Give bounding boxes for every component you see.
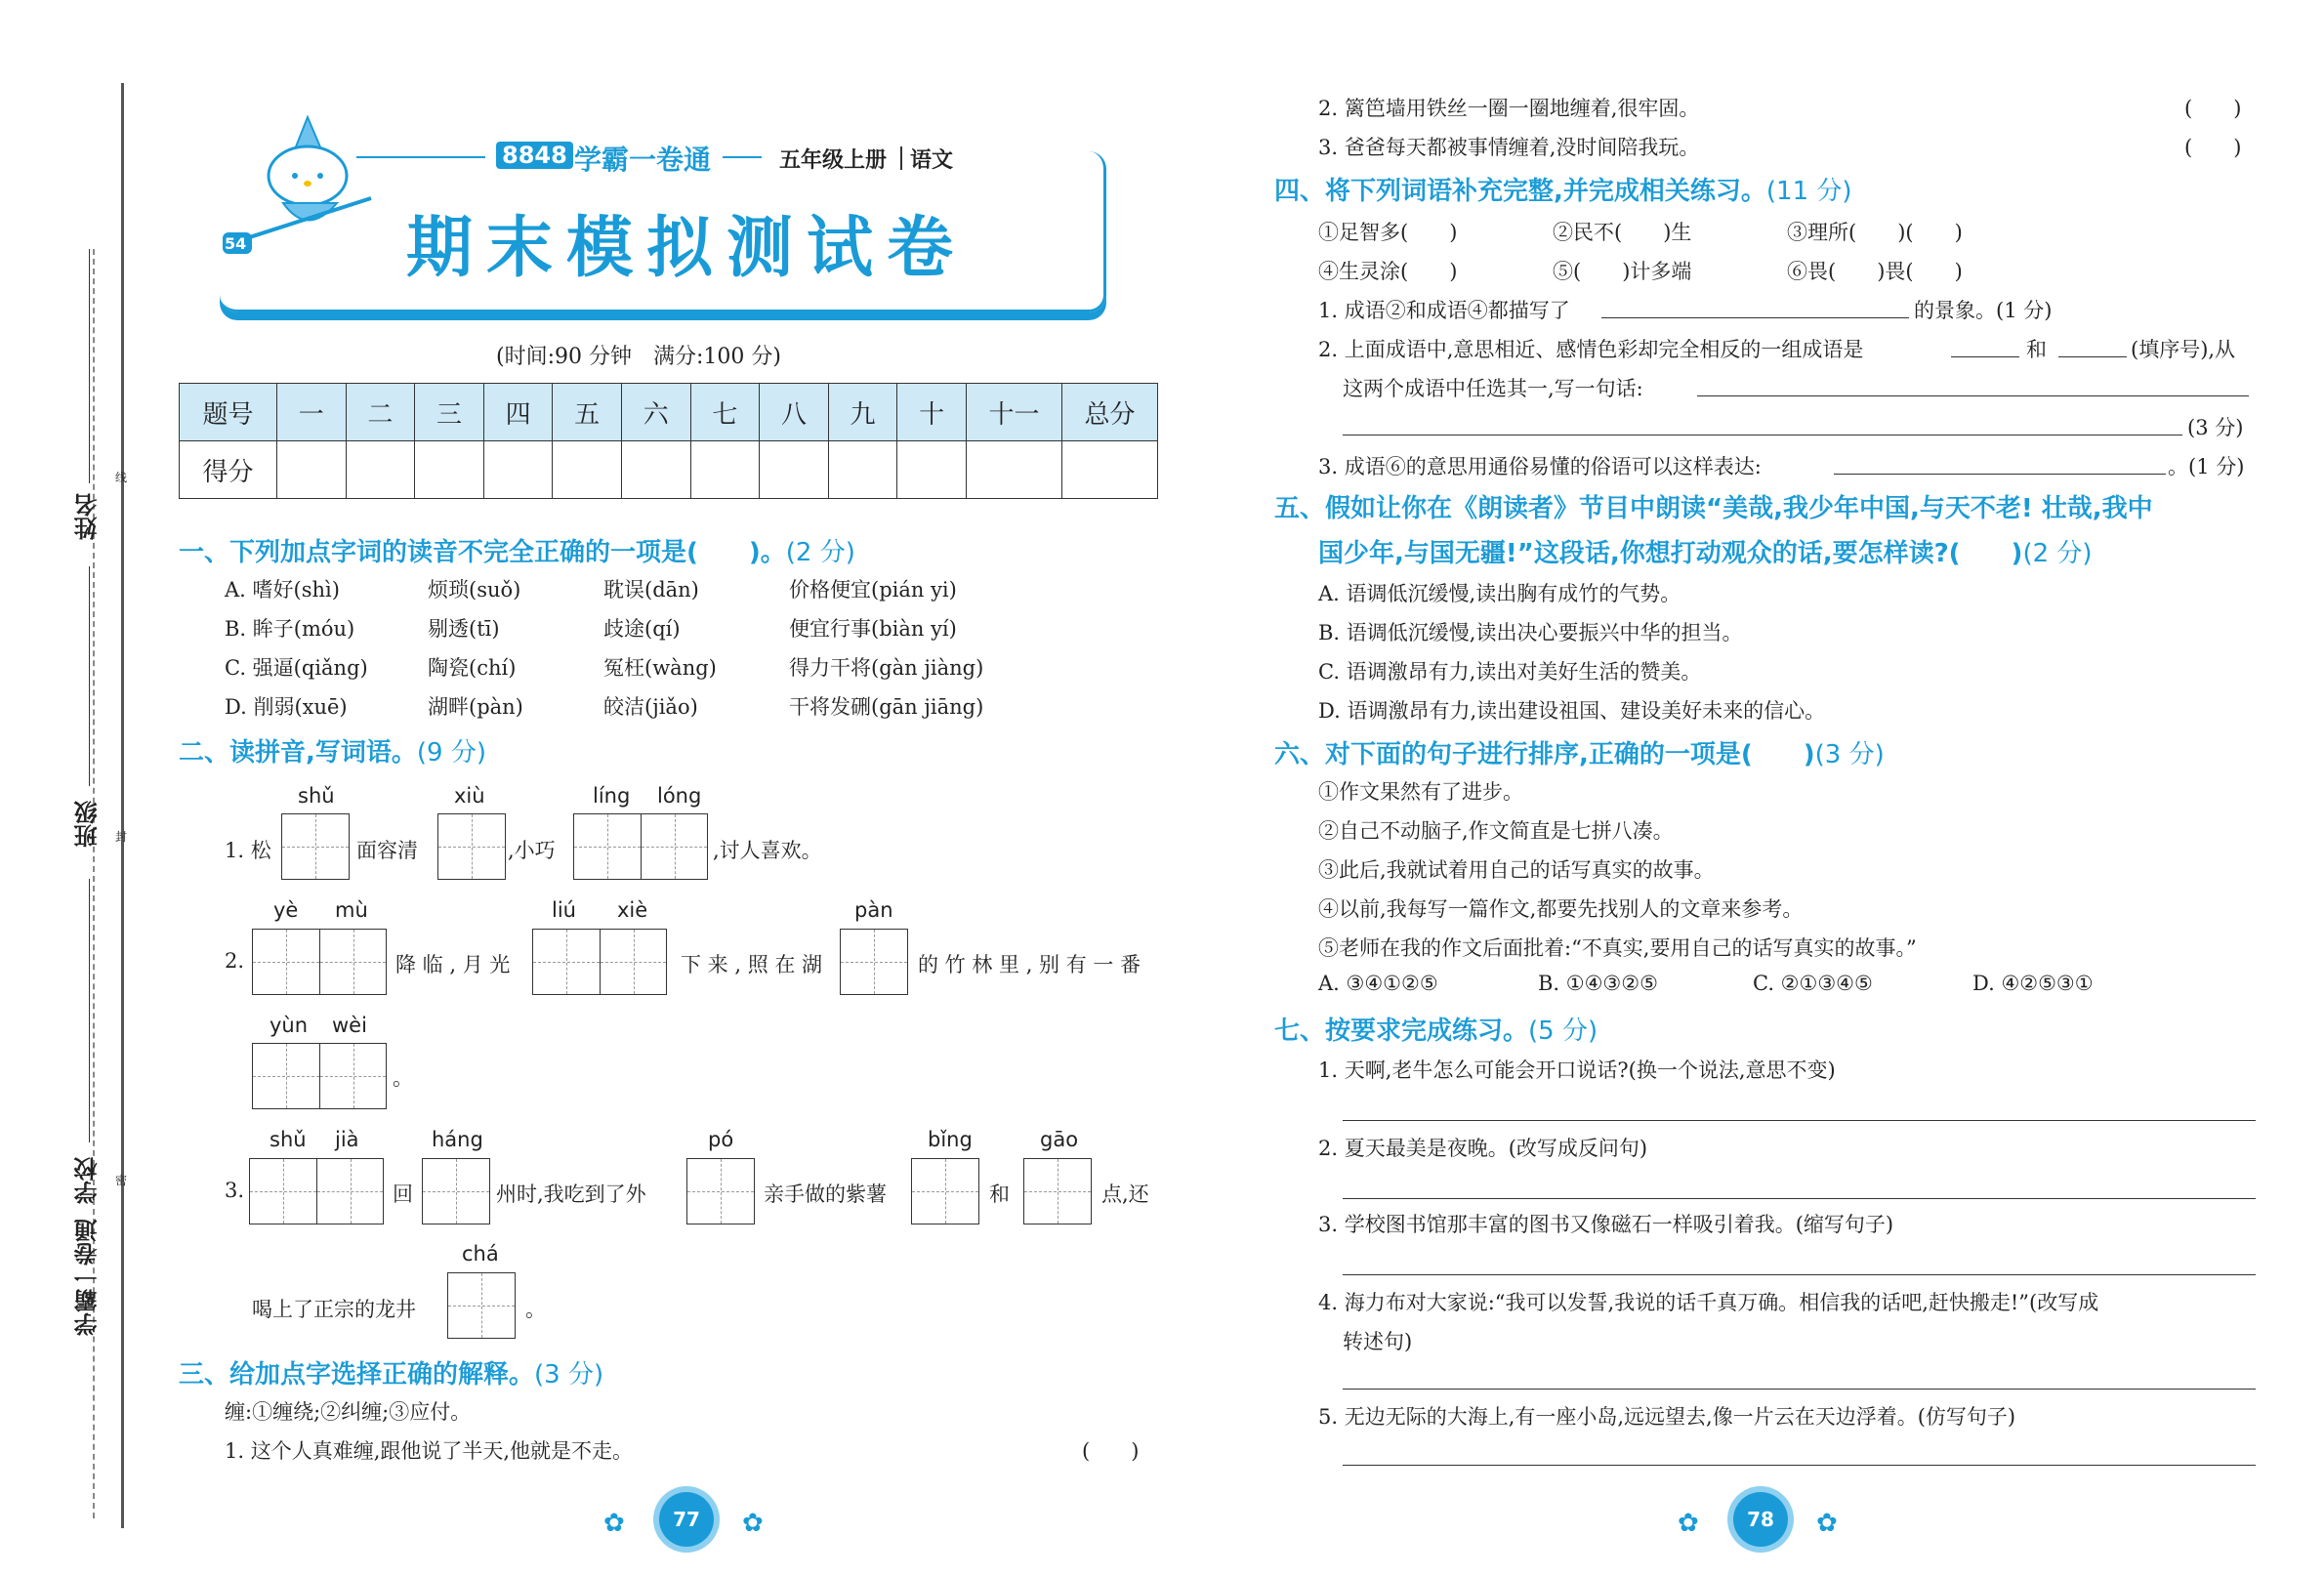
s2-q2-text: 。 bbox=[393, 1066, 413, 1090]
idiom-item: ④生灵涂( ) bbox=[1318, 260, 1458, 283]
s1-a4: 价格便宜(pián yi) bbox=[789, 578, 957, 602]
section-2-title bbox=[179, 732, 486, 768]
score-cell[interactable] bbox=[415, 441, 484, 499]
s3-q1: 1. 这个人真难缠,跟他说了半天,他就是不走。 bbox=[225, 1439, 634, 1463]
grade-divider bbox=[900, 146, 902, 170]
writing-grid[interactable] bbox=[422, 1158, 490, 1224]
school-label: 学校 bbox=[74, 1157, 102, 1204]
pinyin: xiù bbox=[454, 784, 485, 808]
pinyin: chá bbox=[462, 1242, 499, 1266]
s6-option: A. ③④①②⑤ bbox=[1318, 972, 1438, 995]
section-3-title-text: 三、给加点字选择正确的解释。 bbox=[179, 1360, 535, 1390]
answer-line[interactable] bbox=[1343, 1274, 2256, 1275]
s2-q3-text: 和 bbox=[989, 1183, 1010, 1206]
s7-q1: 1. 天啊,老牛怎么可能会开口说话?(换一个说法,意思不变) bbox=[1318, 1058, 1836, 1082]
section-6-title-text: 六、对下面的句子进行排序,正确的一项是( ) bbox=[1274, 740, 1815, 769]
section-1-title bbox=[179, 532, 855, 568]
mark-mi: 密 bbox=[115, 1174, 128, 1187]
section-2-title-text: 二、读拼音,写词语。 bbox=[179, 738, 417, 768]
section-3-title bbox=[179, 1354, 603, 1390]
section-1-points: (2 分) bbox=[785, 538, 855, 567]
section-1-title-text: 一、下列加点字词的读音不完全正确的一项是( )。 bbox=[179, 538, 786, 567]
score-col: 十一 bbox=[967, 384, 1062, 441]
score-col: 五 bbox=[553, 384, 622, 441]
s2-q3-text: 。 bbox=[525, 1298, 546, 1321]
right-page bbox=[1269, 0, 2324, 1577]
s1-b4: 便宜行事(biàn yí) bbox=[789, 617, 957, 641]
s6-option: C. ②①③④⑤ bbox=[1753, 972, 1873, 995]
s2-q1-text: 面容清 bbox=[356, 839, 418, 862]
s1-a3: 耽误(dān) bbox=[603, 578, 699, 602]
class-line bbox=[89, 566, 90, 786]
s6-sentence: ①作文果然有了进步。 bbox=[1318, 780, 1523, 804]
pinyin: lóng bbox=[657, 784, 702, 808]
s5-option: A. 语调低沉缓慢,读出胸有成竹的气势。 bbox=[1318, 582, 1681, 605]
score-col: 六 bbox=[621, 384, 690, 441]
s3-definition: 缠:①缠绕;②纠缠;③应付。 bbox=[225, 1400, 472, 1424]
writing-grid[interactable] bbox=[281, 813, 350, 880]
section-7-title bbox=[1274, 1011, 1598, 1047]
score-col: 一 bbox=[277, 384, 347, 441]
binding-strip bbox=[0, 0, 137, 1577]
answer-line[interactable] bbox=[1343, 1198, 2256, 1199]
answer-parens[interactable]: ( ) bbox=[2184, 136, 2242, 159]
s2-q1-num: 1. 松 bbox=[225, 839, 271, 862]
score-cell[interactable] bbox=[483, 441, 553, 499]
s1-c1: C. 强逼(qiǎng) bbox=[225, 656, 368, 680]
section-4-points: (11 分) bbox=[1765, 177, 1852, 206]
s1-d4: 干将发硎(gān jiāng) bbox=[789, 695, 984, 719]
name-line bbox=[89, 249, 90, 483]
pinyin: gāo bbox=[1040, 1128, 1079, 1151]
mark-xian: 线 bbox=[115, 471, 128, 484]
score-col: 十 bbox=[897, 384, 967, 441]
score-table-row2-label: 得分 bbox=[180, 441, 277, 499]
pinyin: mù bbox=[335, 898, 368, 922]
idiom-item: ②民不( )生 bbox=[1553, 221, 1692, 244]
brand-name: 学霸一卷通 bbox=[574, 144, 712, 176]
score-cell[interactable] bbox=[967, 441, 1062, 499]
score-cell[interactable] bbox=[553, 441, 622, 499]
s4-q2-b: 和 bbox=[2026, 338, 2047, 361]
idiom-item: ⑥畏( )畏( ) bbox=[1787, 260, 1963, 283]
writing-grid[interactable] bbox=[573, 813, 708, 880]
writing-grid[interactable] bbox=[840, 929, 908, 995]
pinyin: wèi bbox=[332, 1014, 367, 1037]
mascot-badge: 54 bbox=[225, 234, 247, 253]
s7-q5: 5. 无边无际的大海上,有一座小岛,远远望去,像一片云在天边浮着。(仿写句子) bbox=[1318, 1405, 2016, 1429]
writing-grid[interactable] bbox=[447, 1272, 516, 1339]
pinyin: shǔ bbox=[270, 1128, 307, 1151]
score-cell[interactable] bbox=[828, 441, 897, 499]
grade-label: 五年级上册 bbox=[779, 148, 888, 173]
name-label: 姓名 bbox=[74, 493, 102, 540]
writing-grid[interactable] bbox=[252, 1043, 387, 1109]
s2-q1-text: ,讨人喜欢。 bbox=[713, 839, 822, 862]
s1-d3: 皎洁(jiǎo) bbox=[603, 695, 698, 719]
s2-q2-num: 2. bbox=[225, 949, 245, 973]
idiom-item: ⑤( )计多端 bbox=[1553, 260, 1692, 283]
s2-q3-text: 亲手做的紫薯 bbox=[764, 1183, 887, 1206]
s7-q3: 3. 学校图书馆那丰富的图书又像磁石一样吸引着我。(缩写句子) bbox=[1318, 1213, 1894, 1236]
score-cell[interactable] bbox=[277, 441, 347, 499]
page-number-left: 77 bbox=[659, 1492, 714, 1547]
section-5-title-line1: 五、假如让你在《朗读者》节目中朗读“美哉,我少年中国,与天不老! 壮哉,我中 bbox=[1274, 494, 2153, 523]
banner-line-mid bbox=[723, 156, 762, 158]
s6-sentence: ②自己不动脑子,作文简直是七拼八凑。 bbox=[1318, 819, 1674, 843]
s4-q2-a: 2. 上面成语中,意思相近、感情色彩却完全相反的一组成语是 bbox=[1318, 338, 1864, 361]
s4-q3-b: 。(1 分) bbox=[2168, 455, 2245, 478]
section-7-title-text: 七、按要求完成练习。 bbox=[1274, 1017, 1529, 1046]
page-number-right: 78 bbox=[1733, 1492, 1788, 1547]
section-4-title-text: 四、将下列词语补充完整,并完成相关练习。 bbox=[1274, 177, 1766, 206]
s3-q3: 3. 爸爸每天都被事情缠着,没时间陪我玩。 bbox=[1318, 136, 1700, 159]
score-cell[interactable] bbox=[1062, 441, 1158, 499]
s6-option: D. ④②⑤③① bbox=[1972, 972, 2094, 995]
exam-info: (时间:90 分钟 满分:100 分) bbox=[496, 345, 781, 369]
score-col: 三 bbox=[415, 384, 484, 441]
s1-b3: 歧途(qí) bbox=[603, 617, 681, 641]
score-col: 七 bbox=[690, 384, 760, 441]
mark-feng: 封 bbox=[115, 830, 128, 844]
answer-line[interactable] bbox=[1343, 1389, 2256, 1390]
score-table-row1-label: 题号 bbox=[180, 384, 277, 441]
answer-line[interactable] bbox=[1834, 474, 2166, 475]
leaf-decoration-icon: ✿ bbox=[603, 1509, 625, 1538]
pinyin: jià bbox=[335, 1128, 359, 1151]
answer-parens[interactable]: ( ) bbox=[1082, 1439, 1140, 1463]
leaf-decoration-icon: ✿ bbox=[1678, 1509, 1699, 1538]
pinyin: yè bbox=[273, 898, 299, 922]
s2-q3-num: 3. bbox=[225, 1179, 245, 1202]
pinyin: shǔ bbox=[298, 784, 335, 808]
s1-a2: 烦琐(suǒ) bbox=[428, 578, 521, 602]
s5-option: C. 语调激昂有力,读出对美好生活的赞美。 bbox=[1318, 660, 1702, 684]
score-table-header-row bbox=[180, 384, 1158, 441]
leaf-decoration-icon: ✿ bbox=[1816, 1509, 1838, 1538]
score-col: 四 bbox=[483, 384, 553, 441]
score-cell[interactable] bbox=[690, 441, 760, 499]
score-cell[interactable] bbox=[346, 441, 415, 499]
pinyin: yùn bbox=[270, 1014, 309, 1037]
s4-q2-c: (填序号),从 bbox=[2131, 338, 2236, 361]
class-label: 班级 bbox=[74, 801, 102, 848]
answer-line[interactable] bbox=[1343, 435, 2182, 436]
s4-q2-d: 这两个成语中任选其一,写一句话: bbox=[1343, 377, 1643, 400]
brand-number: 8848 bbox=[496, 142, 573, 169]
answer-parens[interactable]: ( ) bbox=[2184, 97, 2242, 120]
writing-grid[interactable] bbox=[437, 813, 506, 880]
s1-d2: 湖畔(pàn) bbox=[428, 695, 523, 719]
s5-option: D. 语调激昂有力,读出建设祖国、建设美好未来的信心。 bbox=[1318, 699, 1826, 723]
s6-sentence: ④以前,我每写一篇作文,都要先找别人的文章来参考。 bbox=[1318, 897, 1804, 921]
section-5-title-text: 国少年,与国无疆!”这段话,你想打动观众的话,要怎样读?( ) bbox=[1318, 539, 2023, 568]
brand-vertical-label: 学霸一卷通 bbox=[74, 1219, 102, 1336]
s1-a1: A. 嗜好(shì) bbox=[225, 578, 340, 602]
s5-option: B. 语调低沉缓慢,读出决心要振兴中华的担当。 bbox=[1318, 621, 1743, 644]
s1-d1: D. 削弱(xuē) bbox=[225, 695, 348, 719]
score-cell[interactable] bbox=[897, 441, 967, 499]
section-5-points: (2 分) bbox=[2022, 539, 2093, 568]
s4-q1-b: 的景象。(1 分) bbox=[1914, 299, 2053, 322]
idiom-item: ①足智多( ) bbox=[1318, 221, 1458, 244]
s2-q2-text: 的 竹 林 里 , 别 有 一 番 bbox=[918, 953, 1141, 976]
score-cell[interactable] bbox=[760, 441, 829, 499]
pinyin: pàn bbox=[854, 898, 893, 922]
s7-q2: 2. 夏天最美是夜晚。(改写成反问句) bbox=[1318, 1137, 1648, 1160]
score-table bbox=[179, 383, 1158, 499]
s2-q3-text: 点,还 bbox=[1101, 1183, 1149, 1206]
s4-q1-a: 1. 成语②和成语④都描写了 bbox=[1318, 299, 1570, 322]
score-col: 九 bbox=[828, 384, 897, 441]
idiom-item: ③理所( )( ) bbox=[1787, 221, 1963, 244]
section-7-points: (5 分) bbox=[1528, 1017, 1598, 1046]
banner-line-left bbox=[356, 156, 485, 158]
pinyin: liú bbox=[552, 898, 576, 922]
answer-line[interactable] bbox=[2058, 356, 2127, 357]
subject-label: 语文 bbox=[910, 148, 954, 173]
answer-line[interactable] bbox=[1697, 395, 2249, 396]
s1-c4: 得力干将(gàn jiàng) bbox=[789, 656, 984, 680]
s4-q3-a: 3. 成语⑥的意思用通俗易懂的俗语可以这样表达: bbox=[1318, 455, 1762, 478]
section-2-points: (9 分) bbox=[416, 738, 486, 768]
s6-sentence: ⑤老师在我的作文后面批着:“不真实,要用自己的话写真实的故事。” bbox=[1318, 936, 1917, 960]
page-title: 期末模拟测试卷 bbox=[406, 210, 968, 287]
score-col: 八 bbox=[760, 384, 829, 441]
s7-q4-a: 4. 海力布对大家说:“我可以发誓,我说的话千真万确。相信我的话吧,赶快搬走!”(改写成 bbox=[1318, 1291, 2099, 1314]
pinyin: líng bbox=[593, 784, 631, 808]
writing-grid[interactable] bbox=[1023, 1158, 1092, 1224]
answer-line[interactable] bbox=[1343, 1465, 2256, 1466]
section-3-points: (3 分) bbox=[534, 1360, 604, 1390]
score-cell[interactable] bbox=[621, 441, 690, 499]
s6-option: B. ①④③②⑤ bbox=[1538, 972, 1658, 995]
s3-q2: 2. 篱笆墙用铁丝一圈一圈地缠着,很牢固。 bbox=[1318, 97, 1700, 120]
writing-grid[interactable] bbox=[911, 1158, 979, 1224]
binding-line bbox=[121, 83, 124, 1528]
s7-q4-b: 转述句) bbox=[1343, 1330, 1413, 1353]
s4-q2-e: (3 分) bbox=[2187, 416, 2244, 439]
s1-c3: 冤枉(wàng) bbox=[603, 656, 717, 680]
school-line bbox=[89, 879, 90, 1142]
s2-q1-text: ,小巧 bbox=[508, 839, 556, 862]
s1-b2: 剔透(tī) bbox=[428, 617, 500, 641]
section-5-title-line2 bbox=[1318, 533, 2093, 569]
s1-b1: B. 眸子(móu) bbox=[225, 617, 355, 641]
score-col: 总分 bbox=[1062, 384, 1158, 441]
s2-q3-text: 州时,我吃到了外 bbox=[496, 1183, 646, 1206]
leaf-decoration-icon: ✿ bbox=[742, 1509, 764, 1538]
answer-line[interactable] bbox=[1951, 356, 2019, 357]
writing-grid[interactable] bbox=[686, 1158, 755, 1224]
s6-sentence: ③此后,我就试着用自己的话写真实的故事。 bbox=[1318, 858, 1715, 882]
pinyin: xiè bbox=[617, 898, 648, 922]
answer-line[interactable] bbox=[1343, 1120, 2256, 1121]
writing-grid[interactable] bbox=[532, 929, 667, 995]
s2-q3-text: 回 bbox=[393, 1183, 413, 1206]
writing-grid[interactable] bbox=[249, 1158, 384, 1224]
section-6-points: (3 分) bbox=[1814, 740, 1885, 769]
s2-q3-text: 喝上了正宗的龙井 bbox=[252, 1298, 416, 1321]
pinyin: bǐng bbox=[928, 1128, 973, 1151]
writing-grid[interactable] bbox=[252, 929, 387, 995]
section-4-title bbox=[1274, 171, 1852, 207]
s2-q2-text: 降 临 , 月 光 bbox=[395, 953, 511, 976]
section-6-title bbox=[1274, 734, 1885, 770]
s2-q2-text: 下 来 , 照 在 湖 bbox=[681, 953, 823, 976]
pinyin: pó bbox=[708, 1128, 734, 1151]
s1-c2: 陶瓷(chí) bbox=[428, 656, 517, 680]
score-col: 二 bbox=[346, 384, 415, 441]
answer-line[interactable] bbox=[1601, 317, 1909, 318]
score-table-score-row bbox=[180, 441, 1158, 499]
left-page bbox=[137, 0, 1162, 1577]
pinyin: háng bbox=[432, 1128, 483, 1151]
